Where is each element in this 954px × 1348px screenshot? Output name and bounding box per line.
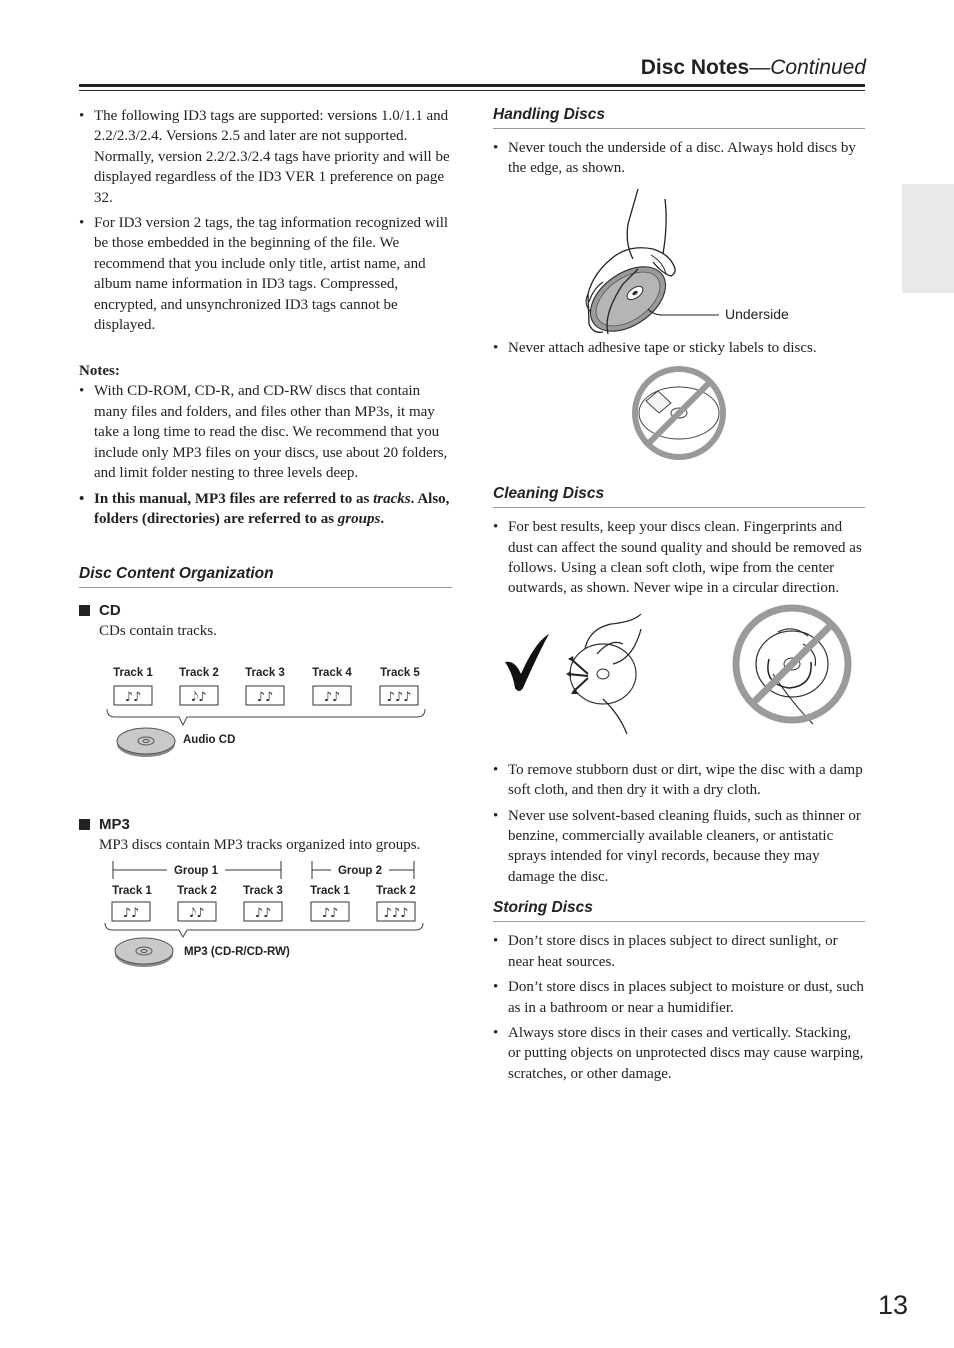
header-continued: —Continued [749, 56, 866, 79]
cd-title: CD [99, 602, 121, 620]
mp3-description: MP3 discs contain MP3 tracks organized into groups. [99, 837, 421, 854]
bold-note-groups: groups [337, 510, 381, 527]
svg-text:𝅘𝅥𝅮♪: 𝅘𝅥𝅮♪ [191, 690, 207, 706]
section-heading-storing: Storing Discs [493, 899, 865, 922]
audio-cd-label: Audio CD [183, 734, 236, 747]
list-item: • Always store discs in their cases and vertically. Stacking, or putting objects on unprotected discs may cause warping, scratches, or other damage. [493, 1023, 865, 1084]
cd-track-label: Track 2 [179, 667, 219, 680]
bold-note-part2: . Also, folders (directories) are referred to as [94, 490, 450, 527]
svg-text:♪♪: ♪♪ [124, 690, 142, 706]
prohibited-icon [736, 608, 848, 720]
mp3-disc-icon [115, 938, 173, 967]
cd-description: CDs contain tracks. [99, 623, 217, 640]
list-item: • Never attach adhesive tape or sticky labels to discs. [493, 338, 865, 358]
underside-label: Underside [725, 305, 789, 322]
svg-text:♪♪: ♪♪ [323, 690, 341, 706]
cd-track-label: Track 3 [245, 667, 285, 680]
svg-text:♪♪♪: ♪♪♪ [383, 906, 409, 922]
mp3-subheading [79, 816, 452, 834]
svg-text:♪♪♪: ♪♪♪ [386, 690, 412, 706]
hand-holding-disc-illustration [493, 184, 865, 334]
square-bullet-icon [79, 819, 90, 830]
handling-list-1 [493, 138, 865, 179]
notes-title: Notes: [79, 363, 120, 380]
cd-track-label: Track 4 [312, 667, 352, 680]
mp3-disc-label: MP3 (CD-R/CD-RW) [184, 946, 290, 959]
left-column [79, 106, 452, 977]
bold-note-tracks: tracks [373, 490, 411, 507]
no-tape-on-disc-illustration [493, 363, 865, 463]
cd-diagram [79, 661, 452, 766]
group-label: Group 1 [173, 865, 219, 878]
list-item: • For ID3 version 2 tags, the tag information recognized will be those embedded in the beginning of the file. We recommend that you include only title, artist name, and album name information in ID3 tags. Compressed, encrypted, and unsynchronized ID3 tags cannot be displayed. [79, 213, 452, 335]
cd-subheading [79, 602, 452, 620]
list-item: • Never use solvent-based cleaning fluids, such as thinner or benzine, commercially available cleaners, or antistatic sprays intended for vinyl records, because they may damage the disc. [493, 806, 865, 888]
list-item: • Don’t store discs in places subject to moisture or dust, such as in a bathroom or near a humidifier. [493, 977, 865, 1018]
svg-text:♪♪: ♪♪ [122, 906, 140, 922]
list-item: • The following ID3 tags are supported: versions 1.0/1.1 and 2.2/2.3/2.4. Versions 2.5 and later are not supported. Normally, version 2.2/2.3/2.4 tags have priority and will be displayed regardless of the ID3 VER 1 preference on page 32. [79, 106, 452, 208]
cleaning-list-2 [493, 760, 865, 887]
mp3-track-label: Track 2 [376, 885, 416, 898]
list-item: • With CD-ROM, CD-R, and CD-RW discs that contain many files and folders, and files other than MP3s, it may take a long time to read the disc. We recommend that you include only MP3 files on your discs, use about 20 folders, and limit folder nesting to three levels deep. [79, 381, 452, 483]
side-tab [902, 184, 954, 293]
section-heading-cleaning: Cleaning Discs [493, 485, 865, 508]
cleaning-list-1 [493, 517, 865, 599]
section-heading-handling: Handling Discs [493, 106, 865, 129]
mp3-diagram-svg [79, 857, 439, 977]
list-item: • To remove stubborn dust or dirt, wipe the disc with a damp soft cloth, and then dry it with a dry cloth. [493, 760, 865, 801]
header-title-text: Disc Notes [640, 56, 750, 79]
handling-list-2 [493, 338, 865, 358]
header-rule-thick [79, 84, 865, 87]
right-column [493, 106, 865, 1089]
section-heading-disc-content: Disc Content Organization [79, 565, 452, 588]
svg-text:♪♪: ♪♪ [321, 906, 339, 922]
list-item: • For best results, keep your discs clean. Fingerprints and dust can affect the sound quality and should be removed as follows. Using a clean soft cloth, wipe from the center outwards, as shown. Never wipe in a circular direction. [493, 517, 865, 599]
header-rule-thin [79, 90, 865, 91]
mp3-track-label: Track 2 [177, 885, 217, 898]
mp3-track-label: Track 3 [243, 885, 283, 898]
mp3-track-label: Track 1 [112, 885, 152, 898]
checkmark-icon [505, 634, 549, 691]
cd-diagram-svg [79, 661, 439, 766]
correct-wiping-illustration [566, 614, 641, 734]
mp3-diagram [79, 857, 452, 977]
list-item: • Don’t store discs in places subject to direct sunlight, or near heat sources. [493, 931, 865, 972]
mp3-track-label: Track 1 [310, 885, 350, 898]
group-label: Group 2 [337, 865, 383, 878]
storing-list [493, 931, 865, 1084]
svg-text:𝅘𝅥𝅮♪: 𝅘𝅥𝅮♪ [189, 906, 205, 922]
incorrect-wiping-illustration [736, 608, 848, 724]
id3-bullet-list [79, 106, 452, 335]
page-number: 13 [877, 1290, 908, 1320]
audio-cd-disc-icon [117, 728, 175, 757]
bold-note [79, 489, 452, 530]
bold-note-part1: In this manual, MP3 files are referred to as [94, 490, 374, 507]
list-item: • Never touch the underside of a disc. Always hold discs by the edge, as shown. [493, 138, 865, 179]
page-header-title [641, 56, 866, 80]
svg-text:♪♪: ♪♪ [254, 906, 272, 922]
notes-list [79, 381, 452, 529]
svg-text:♪♪: ♪♪ [256, 690, 274, 706]
cd-track-label: Track 1 [113, 667, 153, 680]
square-bullet-icon [79, 605, 90, 616]
cleaning-illustrations [493, 604, 865, 744]
bold-note-part3: . [380, 510, 385, 527]
cd-track-label: Track 5 [380, 667, 420, 680]
mp3-title: MP3 [99, 816, 130, 834]
